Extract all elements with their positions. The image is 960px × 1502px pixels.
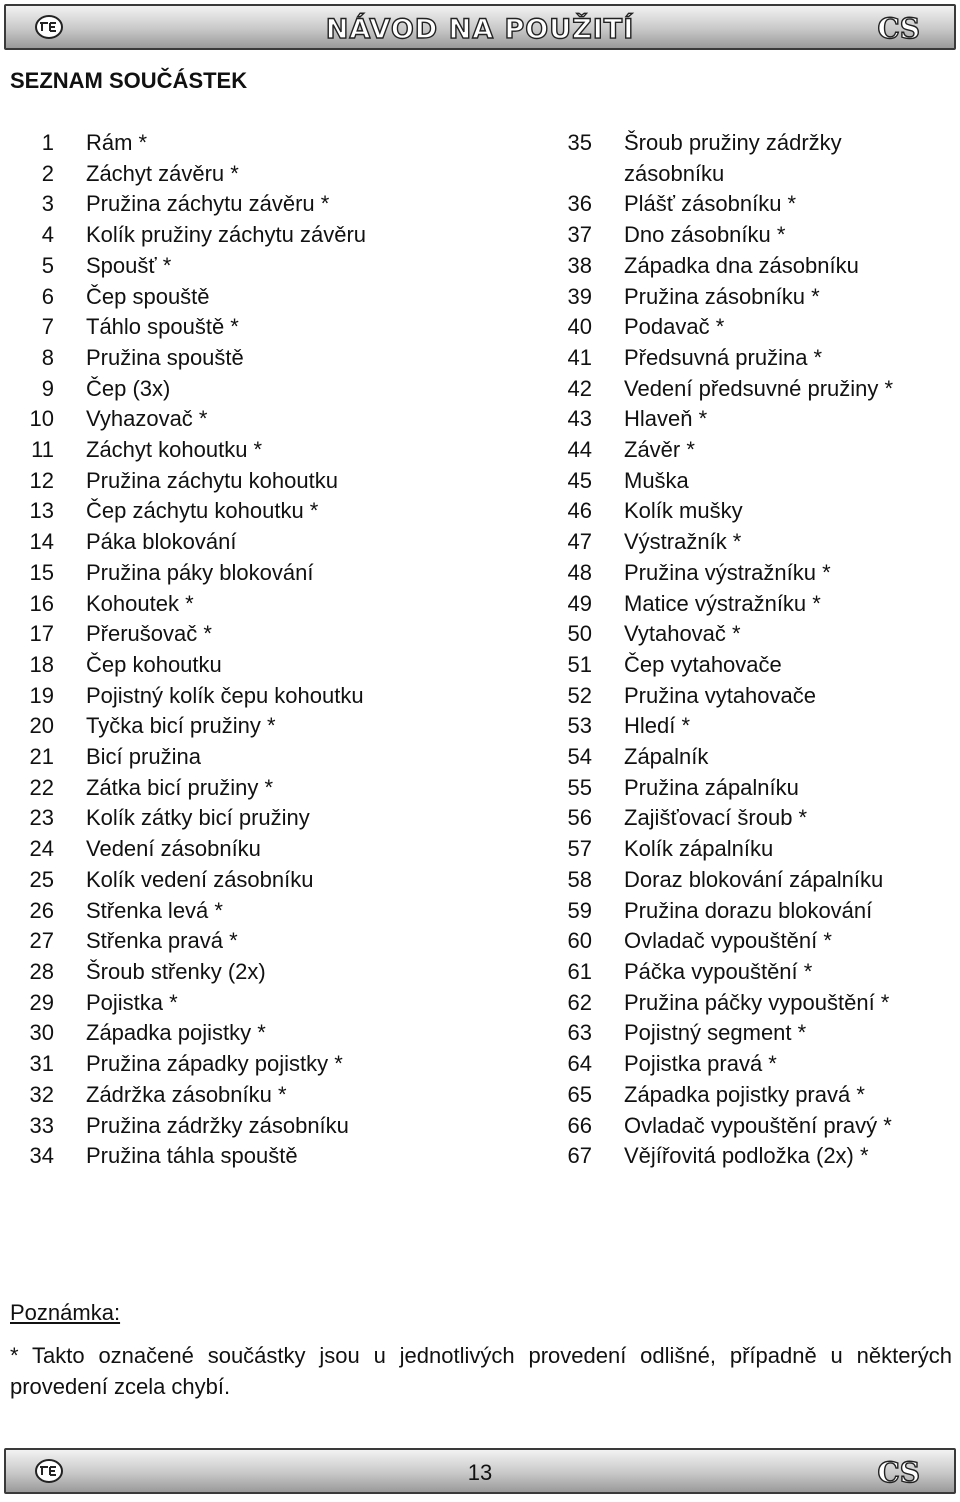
part-number: 51: [567, 651, 592, 677]
part-number: 22: [29, 774, 54, 800]
part-number: 31: [29, 1051, 54, 1077]
part-number: 50: [567, 621, 592, 647]
part-name: Vyhazovač *: [86, 406, 208, 432]
part-name: Předsuvná pružina *: [624, 344, 823, 370]
part-number: 9: [41, 375, 54, 401]
part-name: Kolík zápalníku: [624, 836, 774, 862]
part-number: 37: [567, 222, 592, 248]
part-name: Čep spouště: [86, 283, 210, 309]
list-item: [0, 128, 480, 159]
part-number: 1: [41, 130, 54, 155]
part-name: Pružina záchytu závěru *: [86, 191, 330, 217]
list-item: [0, 1018, 480, 1049]
part-number: 39: [567, 283, 592, 309]
part-number: 43: [567, 406, 592, 432]
part-number: 5: [41, 252, 54, 278]
part-name: Pružina záchytu kohoutku: [86, 467, 338, 493]
list-item: [0, 589, 480, 620]
part-number: 55: [567, 774, 592, 800]
part-number: 25: [29, 866, 54, 892]
part-number: 42: [567, 375, 592, 401]
list-item: [538, 988, 958, 1019]
part-number: 20: [29, 713, 54, 739]
part-number: 17: [29, 621, 54, 647]
part-name: Doraz blokování zápalníku: [624, 866, 884, 892]
list-item: [538, 435, 958, 466]
part-number: 33: [29, 1112, 54, 1138]
list-item: [0, 251, 480, 282]
note-text: * Takto označené součástky jsou u jednotlivých provedení odlišné, případně u některých provedení zcela chybí.: [10, 1343, 952, 1399]
list-item: [538, 527, 958, 558]
part-number: 44: [567, 437, 592, 463]
part-number: 16: [29, 590, 54, 616]
list-item: [0, 343, 480, 374]
part-number: 47: [567, 529, 592, 555]
list-item: [0, 527, 480, 558]
list-item: [538, 220, 958, 251]
part-name: Bicí pružina: [86, 744, 201, 770]
list-item: [538, 834, 958, 865]
list-item: [538, 742, 958, 773]
list-item: [0, 374, 480, 405]
list-item: [538, 957, 958, 988]
list-item: [0, 711, 480, 742]
part-number: 58: [567, 866, 592, 892]
list-item: [538, 466, 958, 497]
part-number: 45: [567, 467, 592, 493]
part-name: Pružina dorazu blokování: [624, 897, 873, 923]
part-number: 38: [567, 252, 592, 278]
list-item: [0, 896, 480, 927]
part-number: 60: [567, 928, 592, 954]
part-number: 30: [29, 1020, 54, 1046]
part-name: Páčka vypouštění *: [624, 958, 813, 984]
part-number: 2: [41, 160, 54, 186]
part-number: 32: [29, 1081, 54, 1107]
part-number: 6: [41, 283, 54, 309]
part-name: Čep (3x): [86, 375, 171, 401]
list-item: [538, 1049, 958, 1080]
parts-list-right: [538, 128, 958, 1172]
part-number: 61: [567, 958, 592, 984]
header-bar: [4, 4, 956, 50]
section-title: SEZNAM SOUČÁSTEK: [10, 68, 248, 93]
part-name: Pružina zápalníku: [624, 774, 799, 800]
list-item: [538, 189, 958, 220]
list-item: [0, 466, 480, 497]
part-number: 56: [567, 805, 592, 831]
part-name: Kolík mušky: [624, 498, 743, 524]
part-name: Dno zásobníku *: [624, 222, 786, 248]
part-number: 8: [41, 344, 54, 370]
part-number: 67: [567, 1143, 592, 1169]
list-item: [538, 128, 958, 189]
list-item: [0, 619, 480, 650]
part-number: 12: [29, 467, 54, 493]
part-name: Šroub pružiny zádržky zásobníku: [624, 130, 842, 186]
part-name: Vějířovitá podložka (2x) *: [624, 1143, 869, 1169]
list-item: [538, 865, 958, 896]
list-item: [538, 496, 958, 527]
part-name: Kolík pružiny záchytu závěru: [86, 222, 367, 248]
list-item: [538, 711, 958, 742]
part-name: Kolík zátky bicí pružiny: [86, 805, 310, 831]
part-name: Vytahovač *: [624, 621, 741, 647]
part-name: Pojistný segment *: [624, 1020, 807, 1046]
part-name: Muška: [624, 467, 689, 493]
part-number: 7: [41, 314, 54, 340]
list-item: [538, 773, 958, 804]
part-number: 34: [29, 1143, 54, 1169]
part-name: Matice výstražníku *: [624, 590, 821, 616]
part-number: 28: [29, 958, 54, 984]
part-name: Čep vytahovače: [624, 651, 782, 677]
list-item: [538, 1018, 958, 1049]
part-number: 57: [567, 836, 592, 862]
parts-list-left: [0, 128, 480, 1172]
list-item: [538, 251, 958, 282]
part-number: 40: [567, 314, 592, 340]
part-name: Vedení zásobníku: [86, 836, 261, 862]
list-item: [0, 220, 480, 251]
list-item: [0, 1111, 480, 1142]
list-item: [0, 1141, 480, 1172]
list-item: [538, 681, 958, 712]
page-number: 13: [467, 1460, 493, 1485]
part-number: 10: [29, 406, 54, 432]
part-number: 64: [567, 1051, 592, 1077]
part-name: Pojistný kolík čepu kohoutku: [86, 682, 364, 708]
part-number: 4: [41, 222, 54, 248]
list-item: [538, 926, 958, 957]
list-item: [0, 773, 480, 804]
part-name: Pojistka *: [86, 989, 178, 1015]
part-name: Zátka bicí pružiny *: [86, 774, 274, 800]
list-item: [0, 681, 480, 712]
list-item: [538, 404, 958, 435]
footer-bar: [4, 1448, 956, 1494]
list-item: [0, 988, 480, 1019]
part-number: 3: [41, 191, 54, 217]
part-number: 46: [567, 498, 592, 524]
part-name: Páka blokování: [86, 529, 237, 555]
language-code: CS: [877, 12, 920, 45]
part-name: Záchyt závěru *: [86, 160, 239, 186]
part-name: Hledí *: [624, 713, 691, 739]
part-name: Střenka pravá *: [86, 928, 238, 954]
part-name: Šroub střenky (2x): [86, 958, 266, 984]
part-name: Plášť zásobníku *: [624, 191, 797, 217]
part-name: Pružina vytahovače: [624, 682, 816, 708]
list-item: [0, 926, 480, 957]
list-item: [0, 957, 480, 988]
part-name: Kolík vedení zásobníku: [86, 866, 314, 892]
part-name: Pružina západky pojistky *: [86, 1051, 343, 1077]
part-name: Pružina spouště: [86, 344, 244, 370]
part-name: Pružina výstražníku *: [624, 559, 831, 585]
part-name: Závěr *: [624, 437, 695, 463]
part-name: Pružina zásobníku *: [624, 283, 820, 309]
list-item: [0, 742, 480, 773]
list-item: [0, 650, 480, 681]
part-number: 24: [29, 836, 54, 862]
language-code: CS: [877, 1456, 920, 1489]
list-item: [0, 803, 480, 834]
part-name: Zápalník: [624, 744, 709, 770]
part-number: 14: [29, 529, 54, 555]
list-item: [538, 1141, 958, 1172]
part-number: 54: [567, 744, 592, 770]
part-number: 15: [29, 559, 54, 585]
part-number: 41: [567, 344, 592, 370]
list-item: [0, 865, 480, 896]
part-name: Pružina táhla spouště: [86, 1143, 298, 1169]
part-name: Pružina páky blokování: [86, 559, 314, 585]
list-item: [0, 312, 480, 343]
part-name: Záchyt kohoutku *: [86, 437, 263, 463]
list-item: [0, 834, 480, 865]
list-item: [0, 435, 480, 466]
list-item: [538, 343, 958, 374]
part-number: 63: [567, 1020, 592, 1046]
list-item: [538, 803, 958, 834]
part-number: 11: [31, 437, 54, 463]
part-number: 53: [567, 713, 592, 739]
part-name: Střenka levá *: [86, 897, 223, 923]
part-number: 65: [567, 1081, 592, 1107]
list-item: [538, 650, 958, 681]
part-number: 48: [567, 559, 592, 585]
part-number: 52: [567, 682, 592, 708]
part-number: 13: [29, 498, 54, 524]
list-item: [0, 496, 480, 527]
part-name: Přerušovač *: [86, 621, 212, 647]
part-number: 19: [29, 682, 54, 708]
part-number: 21: [29, 744, 54, 770]
list-item: [0, 1049, 480, 1080]
list-item: [538, 619, 958, 650]
list-item: [0, 159, 480, 190]
list-item: [0, 558, 480, 589]
header-title: NÁVOD NA POUŽITÍ: [325, 14, 635, 45]
part-number: 29: [29, 989, 54, 1015]
part-name: Kohoutek *: [86, 590, 194, 616]
part-name: Vedení předsuvné pružiny *: [624, 375, 894, 401]
list-item: [538, 282, 958, 313]
part-name: Zajišťovací šroub *: [624, 805, 808, 831]
list-item: [0, 282, 480, 313]
part-name: Hlaveň *: [624, 406, 708, 432]
part-name: Ovladač vypouštění pravý *: [624, 1112, 892, 1138]
list-item: [538, 558, 958, 589]
list-item: [538, 1080, 958, 1111]
list-item: [0, 1080, 480, 1111]
part-name: Západka pojistky pravá *: [624, 1081, 865, 1107]
part-number: 23: [29, 805, 54, 831]
part-name: Zádržka zásobníku *: [86, 1081, 287, 1107]
part-name: Západka pojistky *: [86, 1020, 266, 1046]
note-title: Poznámka:: [10, 1300, 121, 1325]
part-name: Podavač *: [624, 314, 725, 340]
list-item: [538, 1111, 958, 1142]
part-name: Tyčka bicí pružiny *: [86, 713, 276, 739]
part-name: Pojistka pravá *: [624, 1051, 777, 1077]
part-number: 27: [29, 928, 54, 954]
list-item: [0, 404, 480, 435]
part-number: 66: [567, 1112, 592, 1138]
part-number: 62: [567, 989, 592, 1015]
list-item: [0, 189, 480, 220]
part-number: 26: [29, 897, 54, 923]
list-item: [538, 312, 958, 343]
part-number: 36: [567, 191, 592, 217]
part-name: Spoušť *: [86, 252, 172, 278]
part-name: Pružina páčky vypouštění *: [624, 989, 890, 1015]
part-name: Čep kohoutku: [86, 651, 222, 677]
part-name: Čep záchytu kohoutku *: [86, 498, 319, 524]
part-name: Pružina zádržky zásobníku: [86, 1112, 349, 1138]
part-name: Západka dna zásobníku: [624, 252, 859, 278]
list-item: [538, 896, 958, 927]
part-number: 18: [29, 651, 54, 677]
part-name: Ovladač vypouštění *: [624, 928, 832, 954]
list-item: [538, 589, 958, 620]
part-name: Výstražník *: [624, 529, 742, 555]
list-item: [538, 374, 958, 405]
part-name: Rám *: [86, 130, 148, 155]
part-number: 49: [567, 590, 592, 616]
part-name: Táhlo spouště *: [86, 314, 239, 340]
part-number: 35: [567, 130, 592, 155]
part-number: 59: [567, 897, 592, 923]
